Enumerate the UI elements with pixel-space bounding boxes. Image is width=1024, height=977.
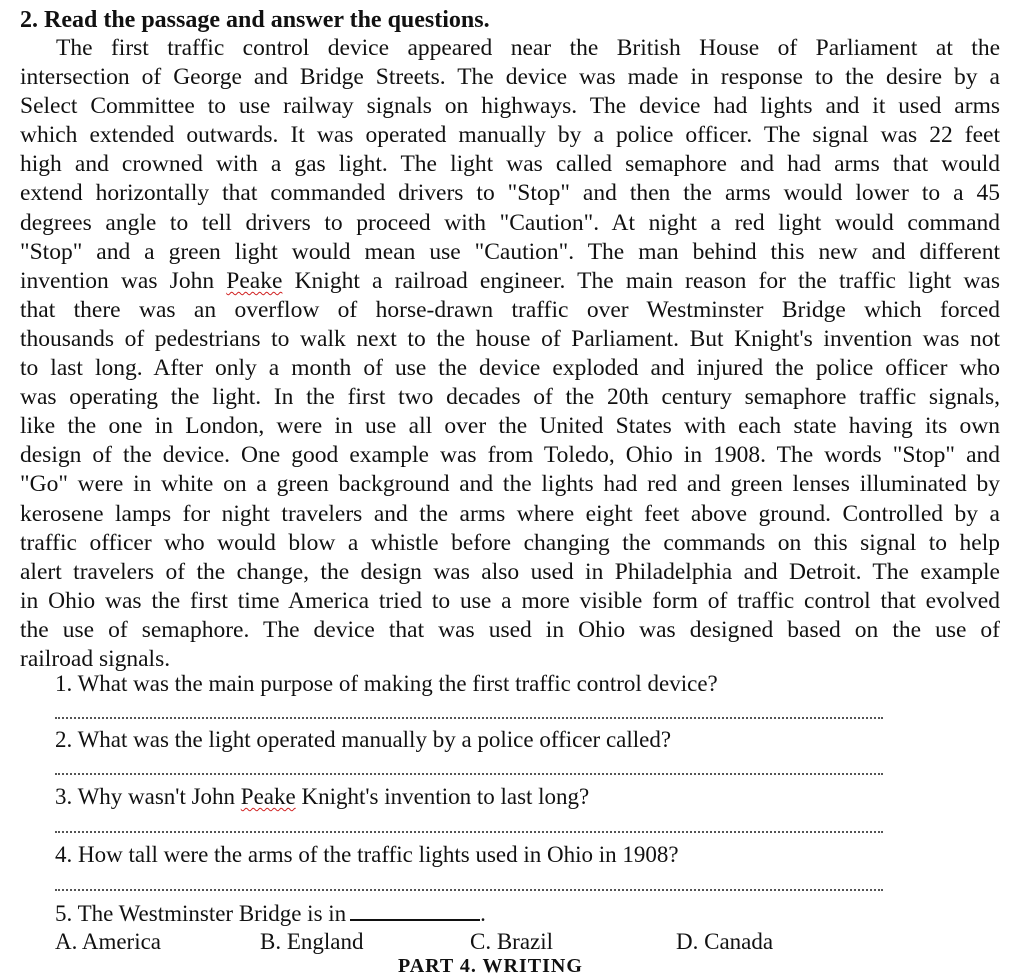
- passage-line: design of the device. One good example was from Toledo, Ohio in 1908. The words "Stop" and: [20, 442, 1000, 469]
- passage-text: invention was John: [20, 267, 227, 294]
- passage-line: high and crowned with a gas light. The light was called semaphore and had arms that would: [20, 151, 1000, 178]
- next-section-heading-cutoff: [398, 955, 618, 977]
- fill-in-blank[interactable]: [350, 899, 480, 921]
- passage-line: which extended outwards. It was operated manually by a police officer. The signal was 22 feet: [20, 122, 1000, 149]
- question-text: 5. The Westminster Bridge is in: [55, 901, 347, 926]
- option-c[interactable]: C. Brazil: [470, 929, 554, 954]
- question-text: .: [480, 901, 486, 926]
- passage-line: in Ohio was the first time America tried to use a more visible form of traffic control that evolved: [20, 587, 1000, 614]
- passage-line: railroad signals.: [20, 645, 171, 672]
- answer-line-1[interactable]: [55, 717, 883, 719]
- passage-line: intersection of George and Bridge Streets. The device was made in response to the desire by a: [20, 64, 1000, 91]
- option-a[interactable]: A. America: [55, 929, 162, 954]
- passage-line: kerosene lamps for night travelers and the arms where eight feet above ground. Controlled by a: [20, 500, 1000, 527]
- answer-line-3[interactable]: [55, 831, 883, 833]
- question-5: [55, 899, 486, 928]
- passage-line: degrees angle to tell drivers to proceed with "Caution". At night a red light would command: [20, 209, 1000, 236]
- passage-line: extend horizontally that commanded drivers to "Stop" and then the arms would lower to a 45: [20, 180, 1000, 207]
- passage-line: "Go" were in white on a green background and the lights had red and green lenses illuminated by: [20, 471, 1000, 498]
- passage-line: "Stop" and a green light would mean use "Caution". The man behind this new and different: [20, 238, 1000, 265]
- question-text: Knight's invention to last long?: [295, 784, 590, 809]
- passage-text: Knight a railroad engineer. The main reason for the traffic light was: [282, 267, 1000, 294]
- question-3: [55, 783, 589, 811]
- passage-line: was operating the light. In the first two decades of the 20th century semaphore traffic signals,: [20, 384, 1000, 411]
- next-section-heading: PART 4. WRITING: [398, 955, 583, 977]
- passage-line: alert travelers of the change, the design was also used in Philadelphia and Detroit. The example: [20, 558, 1000, 585]
- passage-line: Select Committee to use railway signals on highways. The device had lights and it used arms: [20, 93, 1000, 120]
- answer-line-2[interactable]: [55, 773, 883, 775]
- passage-line: like the one in London, were in use all over the United States with each state having its own: [20, 413, 1000, 440]
- passage-line: The first traffic control device appeared near the British House of Parliament at the: [56, 35, 1000, 61]
- spelling-flag[interactable]: Peake: [240, 784, 296, 809]
- option-b[interactable]: B. England: [260, 929, 364, 954]
- reading-passage: [20, 34, 1000, 674]
- option-d[interactable]: D. Canada: [676, 929, 774, 954]
- question-1: 1. What was the main purpose of making the first traffic control device?: [55, 671, 718, 696]
- spelling-flag[interactable]: Peake: [226, 267, 283, 294]
- passage-line: thousands of pedestrians to walk next to the house of Parliament. But Knight's invention was not: [20, 325, 1000, 352]
- passage-line: that there was an overflow of horse-drawn traffic over Westminster Bridge which forced: [20, 296, 1000, 323]
- answer-line-4[interactable]: [55, 889, 883, 891]
- exercise-heading: 2. Read the passage and answer the questions.: [20, 7, 490, 33]
- question-2: 2. What was the light operated manually by a police officer called?: [55, 727, 672, 752]
- question-4: 4. How tall were the arms of the traffic lights used in Ohio in 1908?: [55, 842, 679, 867]
- passage-line: [20, 267, 1000, 296]
- passage-line: traffic officer who would blow a whistle before changing the commands on this signal to help: [20, 529, 1000, 556]
- passage-line: to last long. After only a month of use the device exploded and injured the police officer who: [20, 355, 1000, 382]
- passage-line: the use of semaphore. The device that was used in Ohio was designed based on the use of: [20, 616, 1000, 643]
- question-text: 3. Why wasn't John: [55, 784, 241, 809]
